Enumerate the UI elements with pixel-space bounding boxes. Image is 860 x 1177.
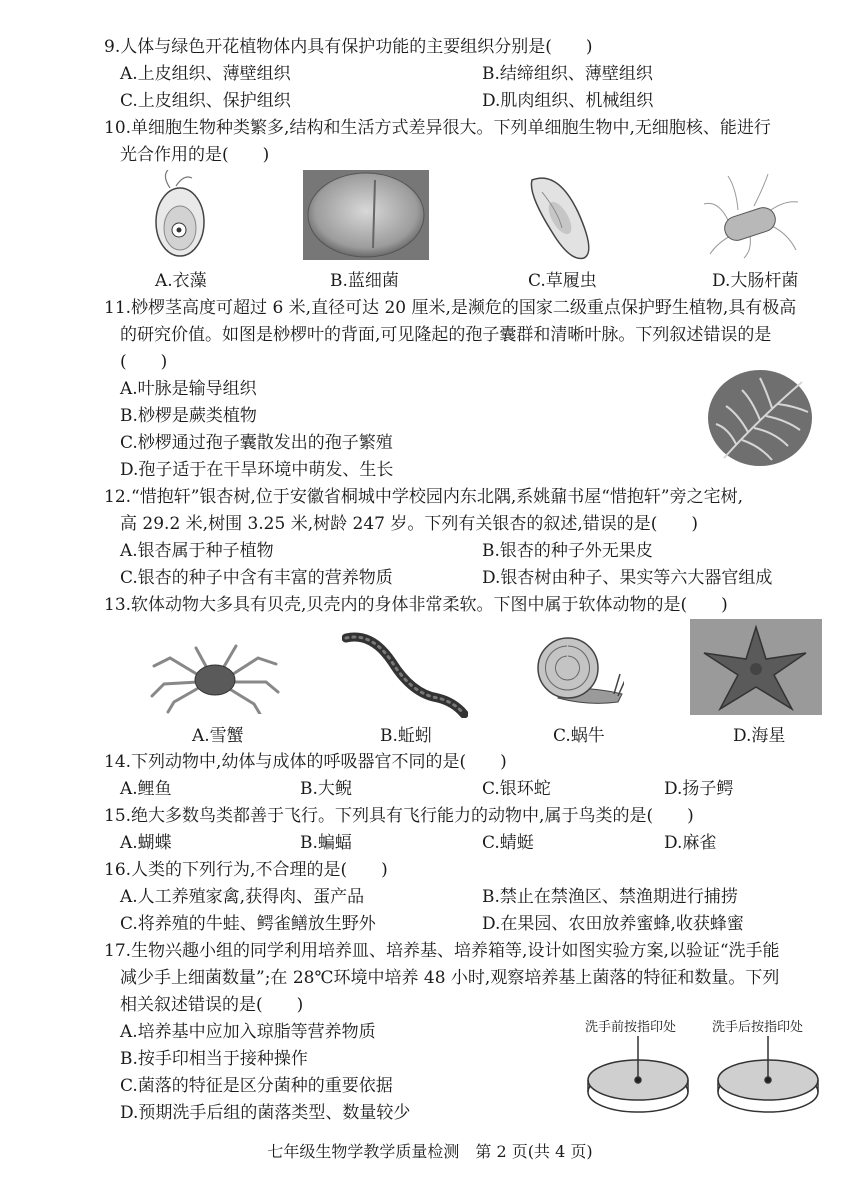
q15-option-c: C.蜻蜓 xyxy=(482,833,534,853)
snow-crab-image xyxy=(150,636,280,714)
q17-option-d: D.预期洗手后组的菌落类型、数量较少 xyxy=(120,1103,411,1123)
chlamydomonas-image xyxy=(148,170,220,262)
q12-option-c: C.银杏的种子中含有丰富的营养物质 xyxy=(120,568,393,588)
q10-stem-line2: 光合作用的是( ) xyxy=(120,145,270,165)
q9-option-b: B.结缔组织、薄壁组织 xyxy=(482,64,653,84)
q10-option-a: A.衣藻 xyxy=(155,271,207,291)
q12-option-a: A.银杏属于种子植物 xyxy=(120,541,274,561)
q10-option-b: B.蓝细菌 xyxy=(330,271,399,291)
q13-option-c: C.蜗牛 xyxy=(553,726,605,746)
earthworm-image xyxy=(342,628,468,718)
label-after-washing: 洗手后按指印处 xyxy=(712,1020,804,1035)
q11-stem-line1: 11.桫椤茎高度可超过 6 米,直径可达 20 厘米,是濒危的国家二级重点保护野生植物,具有极高 xyxy=(104,298,797,318)
q13-option-b: B.蚯蚓 xyxy=(380,726,432,746)
q14-option-d: D.扬子鳄 xyxy=(664,779,734,799)
q10-stem-line1: 10.单细胞生物种类繁多,结构和生活方式差异很大。下列单细胞生物中,无细胞核、能进行 xyxy=(104,118,771,138)
q17-option-b: B.按手印相当于接种操作 xyxy=(120,1049,308,1069)
q9-stem: 9.人体与绿色开花植物体内具有保护功能的主要组织分别是( ) xyxy=(104,37,593,57)
q16-option-d: D.在果园、农田放养蜜蜂,收获蜂蜜 xyxy=(482,914,744,934)
q17-stem-line3: 相关叙述错误的是( ) xyxy=(120,995,304,1015)
q15-option-d: D.麻雀 xyxy=(664,833,717,853)
q14-option-a: A.鲤鱼 xyxy=(120,779,172,799)
q12-option-d: D.银杏树由种子、果实等六大器官组成 xyxy=(482,568,773,588)
q17-stem-line2: 减少手上细菌数量”;在 28℃环境中培养 48 小时,观察培养基上菌落的特征和数量。下列 xyxy=(120,968,780,988)
petri-dish-after xyxy=(718,1036,818,1112)
q17-option-c: C.菌落的特征是区分菌种的重要依据 xyxy=(120,1076,393,1096)
q17-option-a: A.培养基中应加入琼脂等营养物质 xyxy=(120,1022,376,1042)
q13-option-d: D.海星 xyxy=(733,726,786,746)
page-footer: 七年级生物学教学质量检测 第 2 页(共 4 页) xyxy=(267,1142,593,1161)
q13-stem: 13.软体动物大多具有贝壳,贝壳内的身体非常柔软。下图中属于软体动物的是( ) xyxy=(104,595,728,615)
q15-option-b: B.蝙蝠 xyxy=(300,833,352,853)
q11-option-c: C.桫椤通过孢子囊散发出的孢子繁殖 xyxy=(120,433,393,453)
q10-option-c: C.草履虫 xyxy=(528,271,597,291)
q15-stem: 15.绝大多数鸟类都善于飞行。下列具有飞行能力的动物中,属于鸟类的是( ) xyxy=(104,806,694,826)
snail-image xyxy=(528,628,624,714)
q11-stem-line2: 的研究价值。如图是桫椤叶的背面,可见隆起的孢子囊群和清晰叶脉。下列叙述错误的是 xyxy=(120,325,772,345)
q9-option-c: C.上皮组织、保护组织 xyxy=(120,91,291,111)
q12-stem-line1: 12.“惜抱轩”银杏树,位于安徽省桐城中学校园内东北隅,系姚鼐书屋“惜抱轩”旁之宅树, xyxy=(104,487,744,507)
ecoli-image xyxy=(698,170,802,260)
q17-stem-line1: 17.生物兴趣小组的同学利用培养皿、培养基、培养箱等,设计如图实验方案,以验证“洗手能 xyxy=(104,941,780,961)
q11-stem-line3: ( ) xyxy=(120,352,168,372)
fern-leaf-image xyxy=(706,368,814,468)
q16-stem: 16.人类的下列行为,不合理的是( ) xyxy=(104,860,388,880)
petri-dish-before xyxy=(588,1036,688,1112)
q14-stem: 14.下列动物中,幼体与成体的呼吸器官不同的是( ) xyxy=(104,752,507,772)
q9-option-a: A.上皮组织、薄壁组织 xyxy=(120,64,291,84)
q11-option-a: A.叶脉是输导组织 xyxy=(120,379,257,399)
q16-option-b: B.禁止在禁渔区、禁渔期进行捕捞 xyxy=(482,887,738,907)
q10-option-d: D.大肠杆菌 xyxy=(712,271,799,291)
q11-option-d: D.孢子适于在干旱环境中萌发、生长 xyxy=(120,460,394,480)
cyanobacteria-image xyxy=(303,170,429,260)
q13-option-a: A.雪蟹 xyxy=(192,726,244,746)
q14-option-b: B.大鲵 xyxy=(300,779,352,799)
q16-option-a: A.人工养殖家禽,获得肉、蛋产品 xyxy=(120,887,365,907)
petri-dish-diagram xyxy=(586,1036,826,1116)
q12-option-b: B.银杏的种子外无果皮 xyxy=(482,541,653,561)
paramecium-image xyxy=(518,172,604,260)
q11-option-b: B.桫椤是蕨类植物 xyxy=(120,406,257,426)
q16-option-c: C.将养殖的牛蛙、鳄雀鳝放生野外 xyxy=(120,914,376,934)
q14-option-c: C.银环蛇 xyxy=(482,779,551,799)
q9-option-d: D.肌肉组织、机械组织 xyxy=(482,91,654,111)
q15-option-a: A.蝴蝶 xyxy=(120,833,172,853)
label-before-washing: 洗手前按指印处 xyxy=(585,1020,677,1035)
starfish-image xyxy=(690,619,822,715)
q12-stem-line2: 高 29.2 米,树围 3.25 米,树龄 247 岁。下列有关银杏的叙述,错误的是( ) xyxy=(120,514,699,534)
